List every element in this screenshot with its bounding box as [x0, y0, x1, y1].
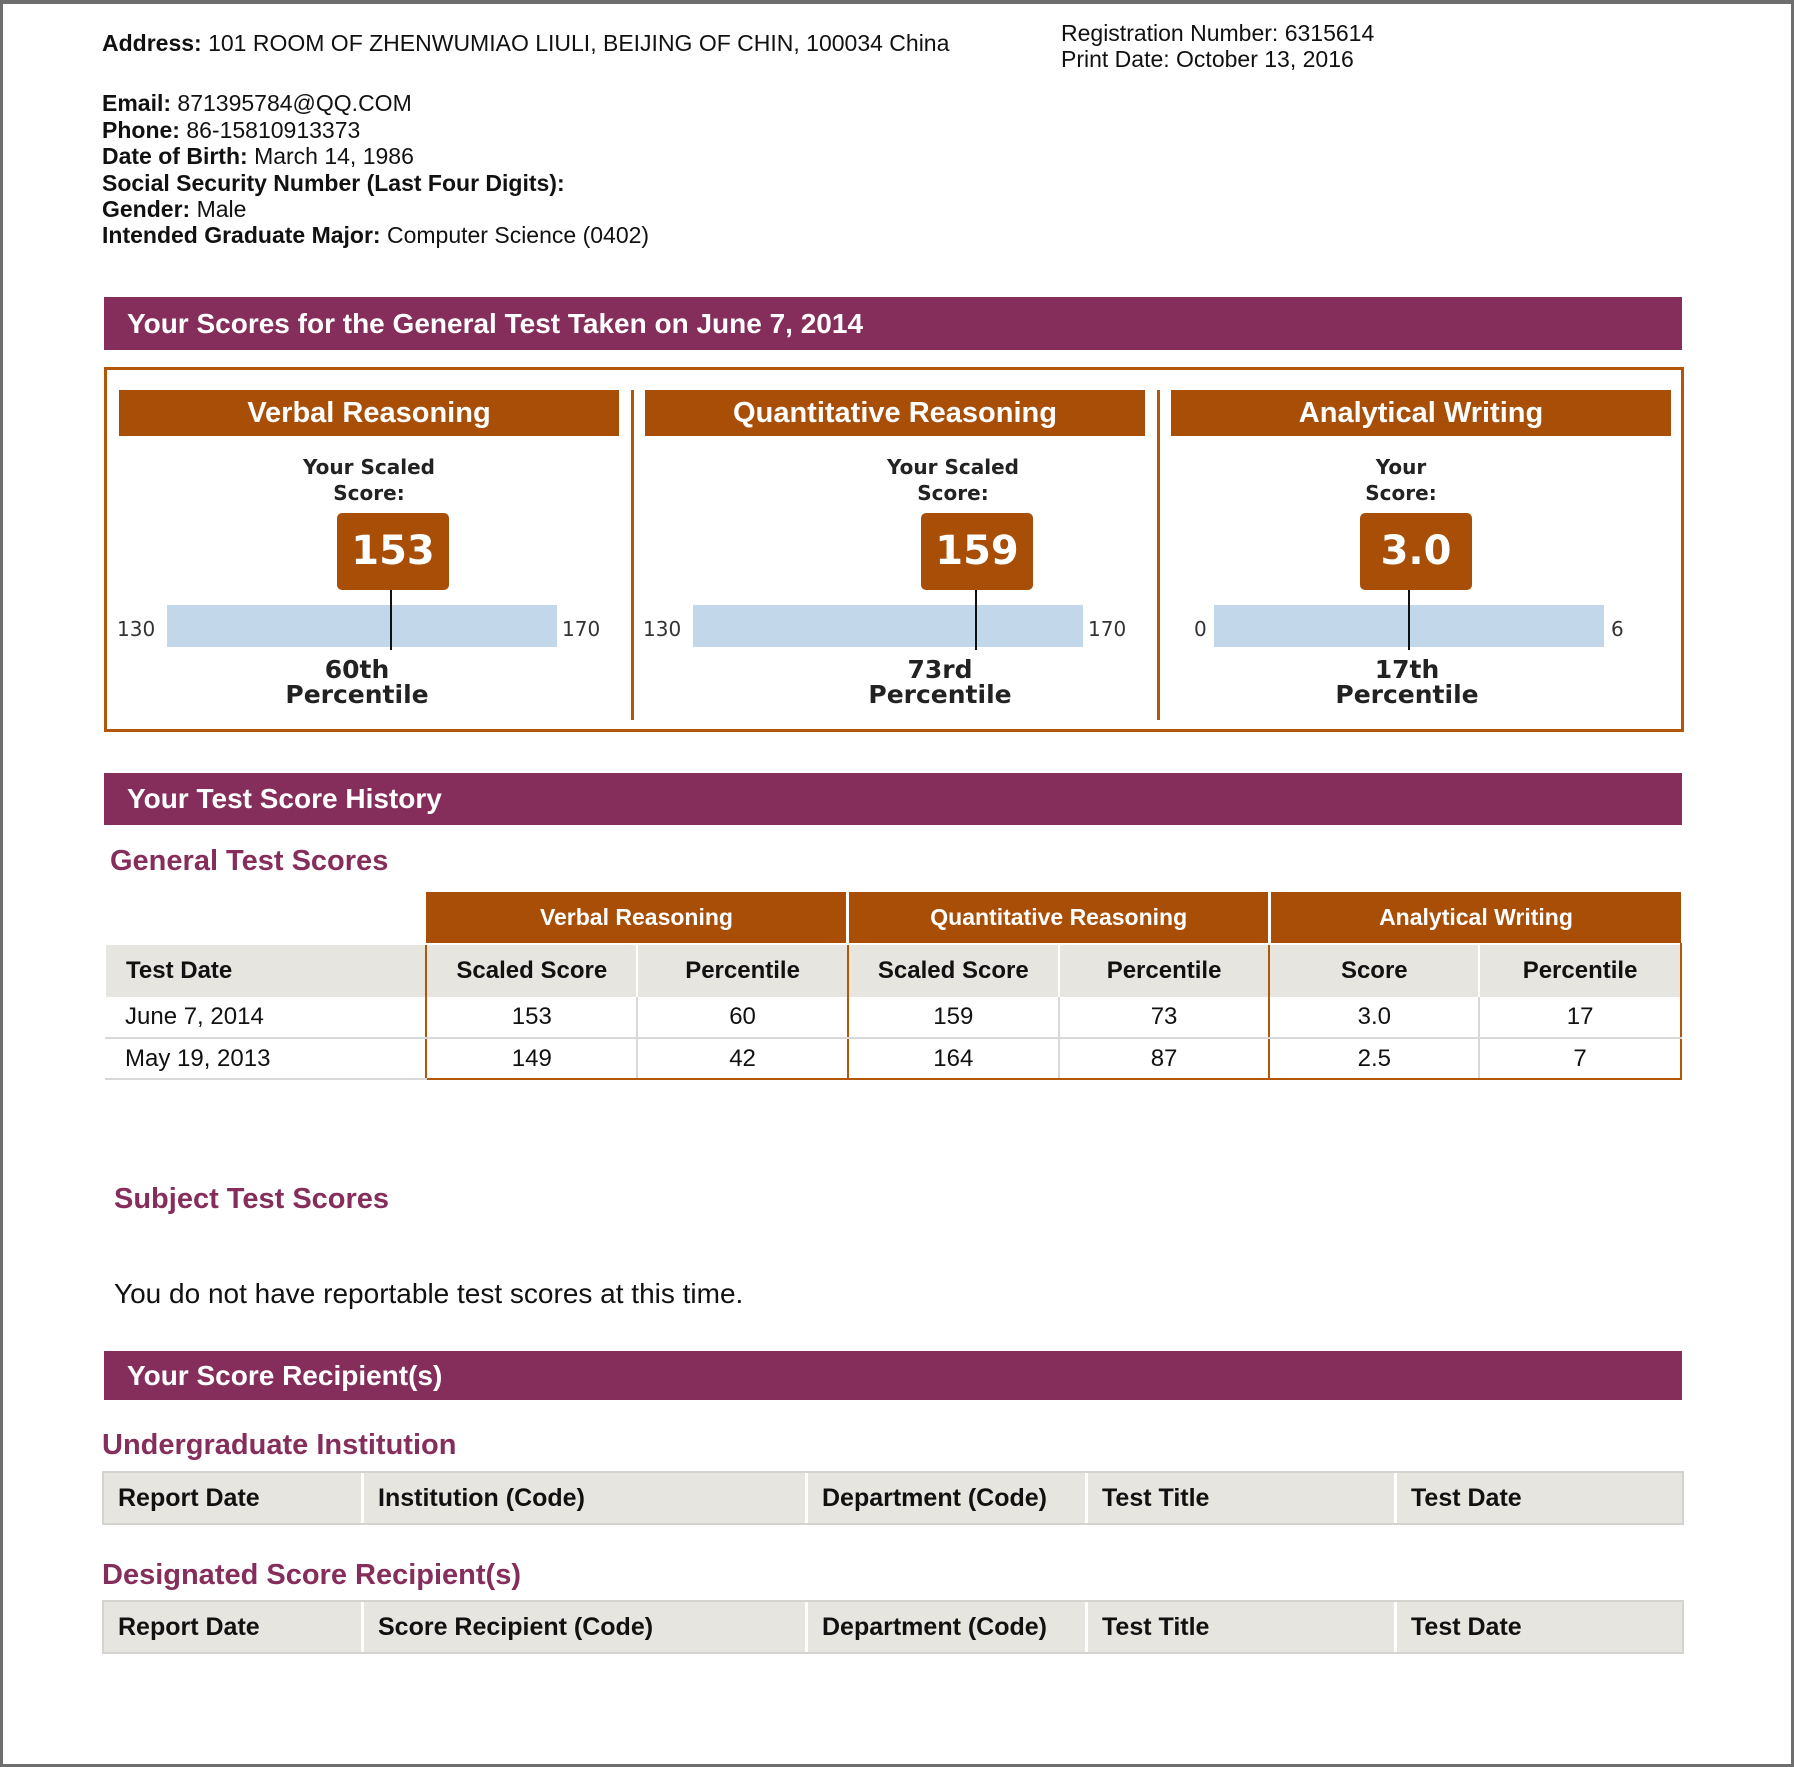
gender-label: Gender:: [102, 196, 191, 222]
cell-date: May 19, 2013: [105, 1038, 426, 1079]
undergrad-institution-title: Undergraduate Institution: [102, 1429, 457, 1461]
cell: 73: [1059, 997, 1270, 1038]
range-max: 170: [1088, 617, 1127, 641]
phone-line: [102, 117, 360, 143]
dob-line: [102, 143, 414, 169]
percentile-word: Percentile: [868, 680, 1012, 709]
scores-section-title: Your Scores for the General Test Taken on June 7, 2014: [127, 307, 864, 339]
score-range-bar: [167, 605, 557, 647]
gender-value: Male: [196, 196, 247, 222]
phone-value: 86-15810913373: [186, 117, 361, 143]
email-value: 871395784@QQ.COM: [177, 90, 412, 116]
dob-label: Date of Birth:: [102, 143, 248, 169]
cell: 149: [426, 1038, 637, 1079]
col-test-title: Test Title: [1088, 1473, 1397, 1523]
cell: 60: [637, 997, 848, 1038]
cell: 3.0: [1269, 997, 1479, 1038]
col-verbal-scaled: Scaled Score: [426, 944, 637, 997]
col-report-date: Report Date: [104, 1602, 364, 1652]
col-test-title: Test Title: [1088, 1602, 1397, 1652]
history-section-title: Your Test Score History: [127, 783, 442, 814]
column-header-row: [105, 944, 1681, 997]
phone-label: Phone:: [102, 117, 180, 143]
ssn-line: [102, 170, 565, 196]
page-frame-top: [0, 0, 1794, 4]
percentile-value: 17th: [1374, 655, 1440, 684]
no-scores-notice: You do not have reportable test scores at this time.: [114, 1278, 744, 1309]
writing-score-panel: [1159, 370, 1681, 729]
cell: 153: [426, 997, 637, 1038]
major-label: Intended Graduate Major:: [102, 222, 381, 248]
dob-value: March 14, 1986: [254, 143, 414, 169]
score-marker: [1408, 590, 1410, 650]
designated-recipients-title: Designated Score Recipient(s): [102, 1559, 521, 1591]
percentile-label: [840, 657, 1040, 707]
percentile-word: Percentile: [285, 680, 429, 709]
score-marker: [390, 590, 392, 650]
major-value: Computer Science (0402): [386, 222, 650, 248]
cell: 164: [848, 1038, 1059, 1079]
label-line: Your Scaled: [303, 455, 435, 479]
scores-section-header: [104, 297, 1682, 350]
panel-title: Verbal Reasoning: [119, 390, 619, 436]
score-badge: 153: [337, 513, 449, 590]
table-row: [105, 997, 1681, 1038]
verbal-score-panel: [107, 370, 632, 729]
col-department: Department (Code): [808, 1473, 1088, 1523]
col-verbal-percentile: Percentile: [637, 944, 848, 997]
undergrad-header-row: [102, 1471, 1684, 1525]
cell: 87: [1059, 1038, 1270, 1079]
email-line: [102, 90, 412, 116]
score-summary-box: [104, 367, 1684, 732]
col-test-date: Test Date: [105, 944, 426, 997]
col-quant-percentile: Percentile: [1059, 944, 1270, 997]
score-range-bar: [693, 605, 1083, 647]
label-line: Score:: [917, 481, 989, 505]
percentile-word: Percentile: [1335, 680, 1479, 709]
designated-header-row: [102, 1600, 1684, 1654]
address-label: Address:: [102, 30, 202, 56]
scaled-score-label: [873, 454, 1033, 506]
col-report-date: Report Date: [104, 1473, 364, 1523]
percentile-label: [257, 657, 457, 707]
score-badge: 159: [921, 513, 1033, 590]
score-marker: [975, 590, 977, 650]
col-test-date: Test Date: [1411, 1483, 1522, 1512]
subject-test-scores-title: Subject Test Scores: [114, 1183, 390, 1215]
range-max: 6: [1611, 617, 1624, 641]
group-verbal: Verbal Reasoning: [426, 892, 848, 944]
gender-line: [102, 196, 246, 222]
quant-score-panel: [633, 370, 1158, 729]
col-institution: Institution (Code): [364, 1473, 808, 1523]
label-line: Score:: [333, 481, 405, 505]
percentile-value: 60th: [324, 655, 390, 684]
recipients-section-header: [104, 1351, 1682, 1400]
page-frame-left: [0, 0, 3, 1767]
empty-corner: [105, 892, 426, 944]
cell: 159: [848, 997, 1059, 1038]
group-header-row: [105, 892, 1681, 944]
range-min: 0: [1194, 617, 1207, 641]
percentile-label: [1307, 657, 1507, 707]
col-quant-scaled: Scaled Score: [848, 944, 1059, 997]
panel-title: Quantitative Reasoning: [645, 390, 1145, 436]
range-min: 130: [117, 617, 156, 641]
col-department: Department (Code): [808, 1602, 1088, 1652]
general-test-scores-title: General Test Scores: [110, 845, 389, 877]
label-line: Your Scaled: [887, 455, 1019, 479]
address-value: 101 ROOM OF ZHENWUMIAO LIULI, BEIJING OF CHIN, 100034 China: [208, 30, 950, 56]
print-date: Print Date: October 13, 2016: [1061, 46, 1354, 72]
history-section-header: [104, 773, 1682, 825]
cell: 7: [1479, 1038, 1681, 1079]
general-scores-table: [104, 892, 1682, 1080]
cell: 17: [1479, 997, 1681, 1038]
col-test-date: Test Date: [1411, 1612, 1522, 1641]
table-row: [105, 1038, 1681, 1079]
major-line: [102, 222, 649, 248]
email-label: Email:: [102, 90, 172, 116]
address-line: [102, 30, 949, 56]
col-writing-percentile: Percentile: [1479, 944, 1681, 997]
recipients-section-title: Your Score Recipient(s): [127, 1359, 443, 1391]
cell: 42: [637, 1038, 848, 1079]
percentile-value: 73rd: [907, 655, 973, 684]
scaled-score-label: [1321, 454, 1481, 506]
col-writing-score: Score: [1269, 944, 1479, 997]
label-line: Your: [1375, 455, 1427, 479]
group-quant: Quantitative Reasoning: [848, 892, 1270, 944]
panel-title: Analytical Writing: [1171, 390, 1671, 436]
col-score-recipient: Score Recipient (Code): [364, 1602, 808, 1652]
group-writing: Analytical Writing: [1269, 892, 1681, 944]
registration-block: [1061, 20, 1374, 72]
registration-number: Registration Number: 6315614: [1061, 20, 1375, 46]
cell: 2.5: [1269, 1038, 1479, 1079]
range-min: 130: [643, 617, 682, 641]
score-badge: 3.0: [1360, 513, 1472, 590]
ssn-label: Social Security Number (Last Four Digits):: [102, 170, 565, 196]
range-max: 170: [562, 617, 601, 641]
cell-date: June 7, 2014: [105, 997, 426, 1038]
scaled-score-label: [289, 454, 449, 506]
label-line: Score:: [1365, 481, 1437, 505]
